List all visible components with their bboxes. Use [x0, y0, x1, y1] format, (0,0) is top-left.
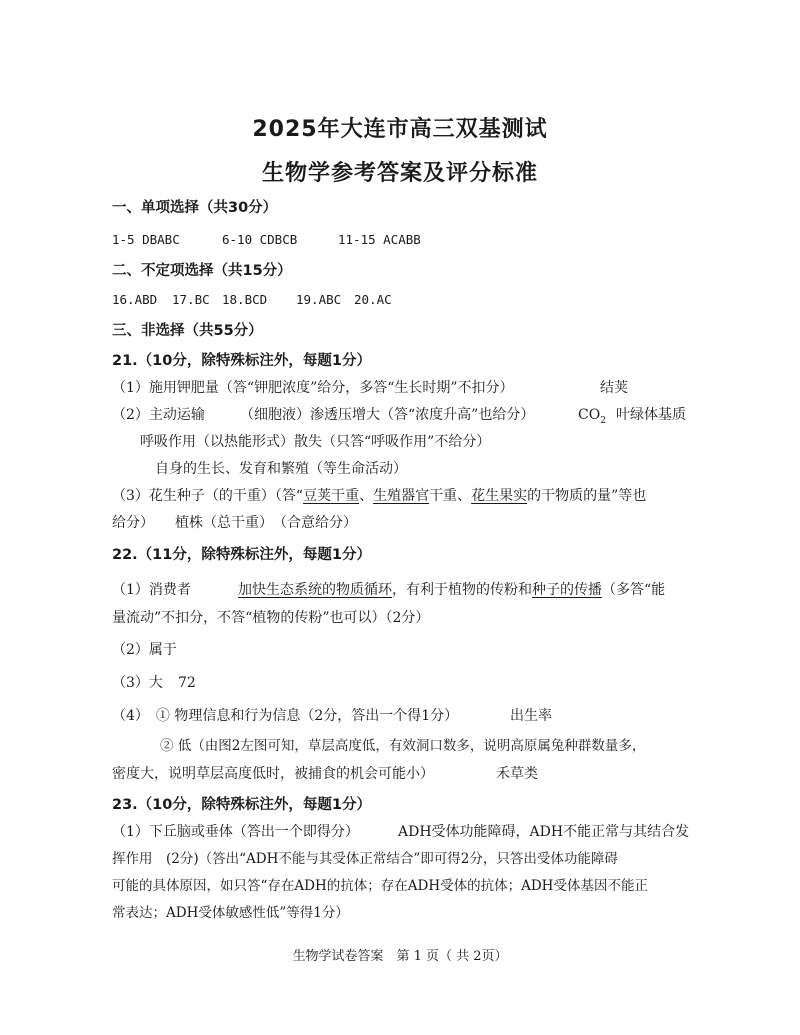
answer-group: 18.BCD — [222, 292, 268, 307]
underlined-term: 花生果实 — [471, 488, 528, 504]
underlined-term: 加快生态系统的物质循环 — [238, 582, 392, 598]
answer-group: 11-15 ACABB — [338, 232, 421, 247]
answer-line: （细胞液）渗透压增大（答“浓度升高”也给分） — [240, 407, 535, 423]
answer-line: 出生率 — [510, 708, 552, 724]
answer-line: 量流动”不扣分，不答“植物的传粉”也可以）（2分） — [112, 610, 430, 626]
answer-line: （2）主动运输 — [112, 407, 205, 423]
answer-line: 密度大，说明草层高度低时，被捕食的机会可能小） — [112, 766, 434, 782]
answer-line: ADH受体功能障碍，ADH不能正常与其结合发 — [398, 824, 690, 840]
answer-group: 20.AC — [354, 292, 392, 307]
page-subtitle: 生物学参考答案及评分标准 — [261, 161, 538, 186]
answer-group: 16.ABD — [112, 292, 158, 307]
answer-line: （4） ① 物理信息和行为信息（2分，答出一个得1分） — [112, 708, 459, 724]
answer-line: 叶绿体基质 — [616, 407, 686, 423]
answer-line: （2）属于 — [112, 642, 177, 658]
section-heading-single-choice: 一、单项选择（共30分） — [112, 200, 278, 216]
answer-line: 常表达；ADH受体敏感性低”等得1分） — [112, 905, 349, 921]
section-heading-multi-choice: 二、不定项选择（共15分） — [112, 263, 292, 279]
answer-line: （1）下丘脑或垂体（答出一个即得分） — [112, 824, 359, 840]
answer-group: 1-5 DBABC — [112, 232, 180, 247]
question-heading-21: 21.（10分，除特殊标注外，每题1分） — [112, 353, 371, 369]
page-footer: 生物学试卷答案 第 1 页（ 共 2页） — [292, 949, 508, 964]
question-heading-23: 23.（10分，除特殊标注外，每题1分） — [112, 797, 371, 813]
answer-group: 19.ABC — [296, 292, 342, 307]
answer-line: 挥作用 (2分)（答出“ADH不能与其受体正常结合”即可得2分，只答出受体功能障碍 — [112, 851, 618, 867]
underlined-term: 生殖器官 — [373, 488, 430, 504]
answer-line: （3）花生种子（的干重）（答“豆荚干重、生殖器官干重、花生果实的干物质的量”等也 — [112, 488, 647, 504]
underlined-term: 种子的传播 — [532, 582, 602, 598]
answer-line: 可能的具体原因，如只答“存在ADH的抗体；存在ADH受体的抗体；ADH受体基因不能正 — [112, 878, 648, 894]
chemical-formula: $CO_2$ — [578, 407, 606, 426]
answer-line: 72 — [178, 675, 196, 691]
answer-line: ② 低（由图2左图可知，草层高度低，有效洞口数多，说明高原属兔种群数量多， — [160, 738, 646, 754]
answer-line: 自身的生长、发育和繁殖（等生命活动） — [155, 461, 407, 477]
answer-line: （1）消费者 — [112, 582, 191, 598]
answer-line: 加快生态系统的物质循环，有利于植物的传粉和种子的传播（多答“能 — [238, 582, 666, 598]
answer-group: 6-10 CDBCB — [222, 232, 298, 247]
page-title: 2025年大连市高三双基测试 — [252, 117, 548, 142]
question-heading-22: 22.（11分，除特殊标注外，每题1分） — [112, 547, 371, 563]
answer-line: 给分） 植株（总干重） （合意给分） — [112, 515, 357, 531]
answer-line: （3）大 — [112, 675, 163, 691]
section-heading-non-choice: 三、非选择（共55分） — [112, 323, 263, 339]
underlined-term: 豆荚干重 — [303, 488, 360, 504]
answer-line: 呼吸作用（以热能形式）散失（只答“呼吸作用”不给分） — [140, 434, 491, 450]
answer-line: 结荚 — [600, 380, 628, 396]
answer-group: 17.BC — [172, 292, 210, 307]
answer-line: 禾草类 — [496, 766, 538, 782]
answer-line: （1）施用钾肥量（答“钾肥浓度”给分，多答“生长时期”不扣分） — [112, 380, 514, 396]
